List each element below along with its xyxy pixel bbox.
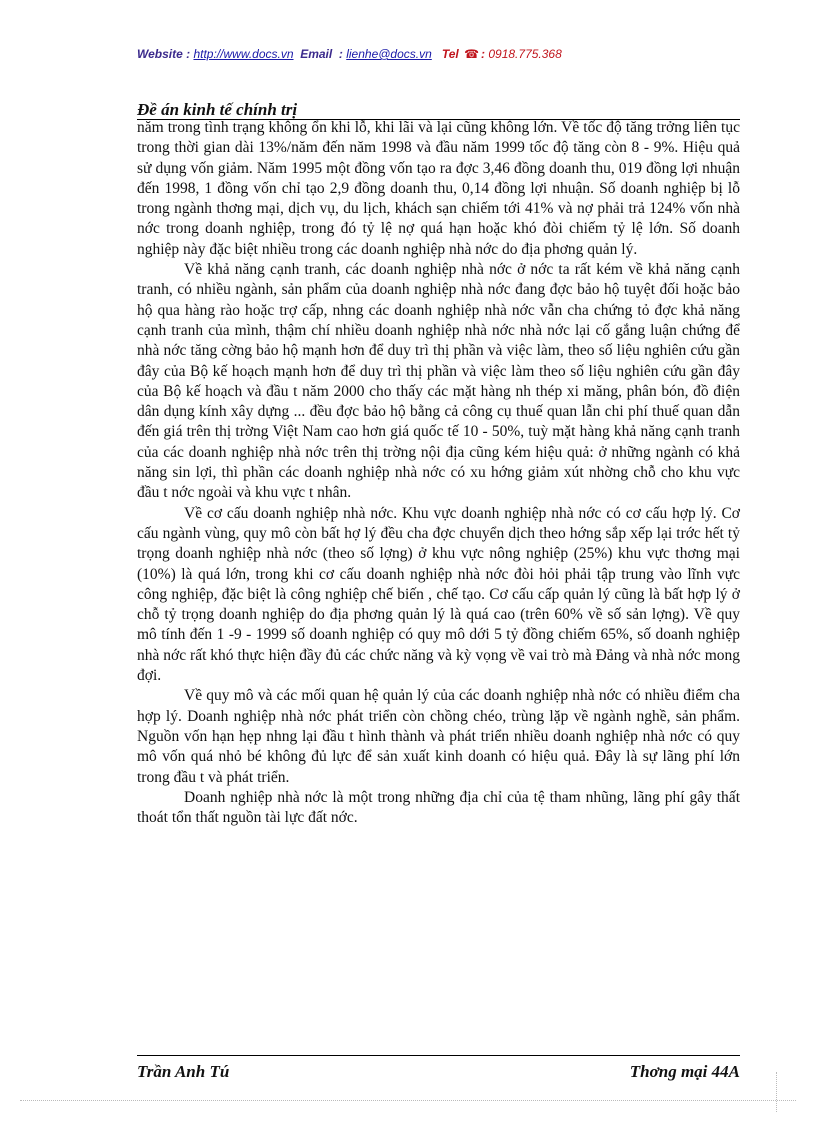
paragraph: Về cơ cấu doanh nghiệp nhà nớc. Khu vực doanh nghiệp nhà nớc có cơ cấu hợp lý. Cơ cấu ngành vùng, quy mô còn bất hợ lý đều cha đợc chuyển dịch theo hớng sắp xếp lại trớc hết tỷ trọng doanh nghiệp nhà nớc (theo số lợng) ở khu vực nông nghiệp (25%) khu vực thơng mại (10%) là quá lớn, trong khi cơ cấu doanh nghiệp nhà nớc đòi hỏi phải tập trung vào lĩnh vực công nghiệp, đặc biệt là công nghiệp chế biến , chế tạo. Cơ cấu cấp quản lý cũng là bất hợp lý ở chỗ tỷ trọng doanh nghiệp do địa phơng quản lý là quá cao (trên 60% về số sản lợng). Về quy mô tính đến 1 -9 - 1999 số doanh nghiệp có quy mô dới 5 tỷ đồng chiếm 65%, số doanh nghiệp nhà nớc rất khó thực hiện đầy đủ các chức năng và kỳ vọng về vai trò mà Đảng và nhà nớc mong đợi. — [137, 504, 740, 685]
website-link[interactable]: http://www.docs.vn — [193, 47, 294, 61]
paragraph: Về khả năng cạnh tranh, các doanh nghiệp nhà nớc ở nớc ta rất kém về khả năng cạnh tranh, có nhiều ngành, sản phẩm của doanh nghiệp nhà nớc đang đợc bảo hộ tuyệt đối hoặc bảo hộ qua hàng rào hoặc trợ cấp, nhng các doanh nghiệp nhà nớc vẫn cha chứng tỏ đợc khả năng cạnh tranh của mình, thậm chí nhiều doanh nghiệp nhà nớc nhà nớc lại cố gắng luận chứng để nhà nớc tăng cờng bảo hộ mạnh hơn để duy trì thị phần và việc làm, theo số liệu nghiên cứu gần đây của Bộ kế hoạch mạnh hơn để duy trì thị phần và việc làm theo số liệu nghiên cứu gần đây của Bộ kế hoạch và đầu t năm 2000 cho thấy các mặt hàng nh thép xi măng, phân bón, đồ điện dân dụng kính xây dựng ... đều đợc bảo hộ bằng cả công cụ thuế quan lẫn chi phí thuế quan dẫn đến giá trên thị trờng Việt Nam cao hơn giá quốc tế 10 - 50%, tuỳ mặt hàng khả năng cạnh tranh của các doanh nghiệp nhà nớc trên thị trờng nội địa cũng kém hiệu quả: ở những ngành có khả năng sin lợi, thì phần các doanh nghiệp nhà nớc có xu hớng giảm xút nhờng chỗ cho khu vực đầu t nớc ngoài và khu vực t nhân. — [137, 261, 740, 502]
page-footer — [137, 1055, 740, 1081]
document-header — [137, 100, 740, 120]
paragraph: Doanh nghiệp nhà nớc là một trong những địa chỉ của tệ tham nhũng, lãng phí gây thất thoát tổn thất nguồn tài lực đất nớc. — [137, 788, 740, 827]
tel-separator: : — [481, 47, 486, 61]
footer-author: Trần Anh Tú — [137, 1062, 230, 1081]
tel-number: 0918.775.368 — [488, 47, 562, 61]
paragraph: năm trong tình trạng không ổn khi lỗ, khi lãi và lại cũng không lớn. Về tốc độ tăng trởng liên tục trong thời gian dài 13%/năm đến năm 1998 và đầu năm 1999 tốc độ tăng còn 8 - 9%. Hiệu quả sử dụng vốn giảm. Năm 1995 một đồng vốn tạo ra đợc 3,46 đồng doanh thu, 019 đồng lợi nhuận đến 1998, 1 đồng vốn chỉ tạo 2,9 đồng doanh thu, 0,14 đồng lợi nhuận. Số doanh nghiệp bị lỗ trong ngành thơng mại, dịch vụ, du lịch, khách sạn chiếm tới 41% và nợ phải trả 124% vốn nhà nớc trong doanh nghiệp, trong đó tỷ lệ nợ quá hạn hoặc khó đòi chiếm tỷ lệ lớn. Số doanh nghiệp này đặc biệt nhiều trong các doanh nghiệp nhà nớc do địa phơng quản lý. — [137, 119, 740, 258]
footer-class: Thơng mại 44A — [629, 1062, 740, 1081]
email-link[interactable]: lienhe@docs.vn — [346, 47, 432, 61]
email-separator: : — [338, 47, 343, 61]
email-label: Email — [300, 47, 333, 61]
tel-label: Tel — [441, 47, 459, 61]
paragraph: Về quy mô và các mối quan hệ quản lý của các doanh nghiệp nhà nớc có nhiều điểm cha hợp lý. Doanh nghiệp nhà nớc phát triển còn chồng chéo, trùng lặp về ngành nghề, sản phẩm. Nguồn vốn hạn hẹp nhng lại đầu t hình thành và phát triển nhiều doanh nghiệp nhà nớc có quy mô vốn quá nhỏ bé không đủ lực để sản xuất kinh doanh có hiệu quả. Đây là sự lãng phí lớn trong đầu t và phát triển. — [137, 687, 740, 786]
site-header — [137, 47, 737, 61]
document-body — [137, 118, 740, 828]
website-label: Website : — [137, 47, 191, 61]
page-corner-divider — [776, 1072, 777, 1112]
phone-icon: ☎ — [464, 47, 480, 61]
page-edge-divider — [20, 1100, 796, 1101]
document-title: Đề án kinh tế chính trị — [137, 100, 298, 119]
